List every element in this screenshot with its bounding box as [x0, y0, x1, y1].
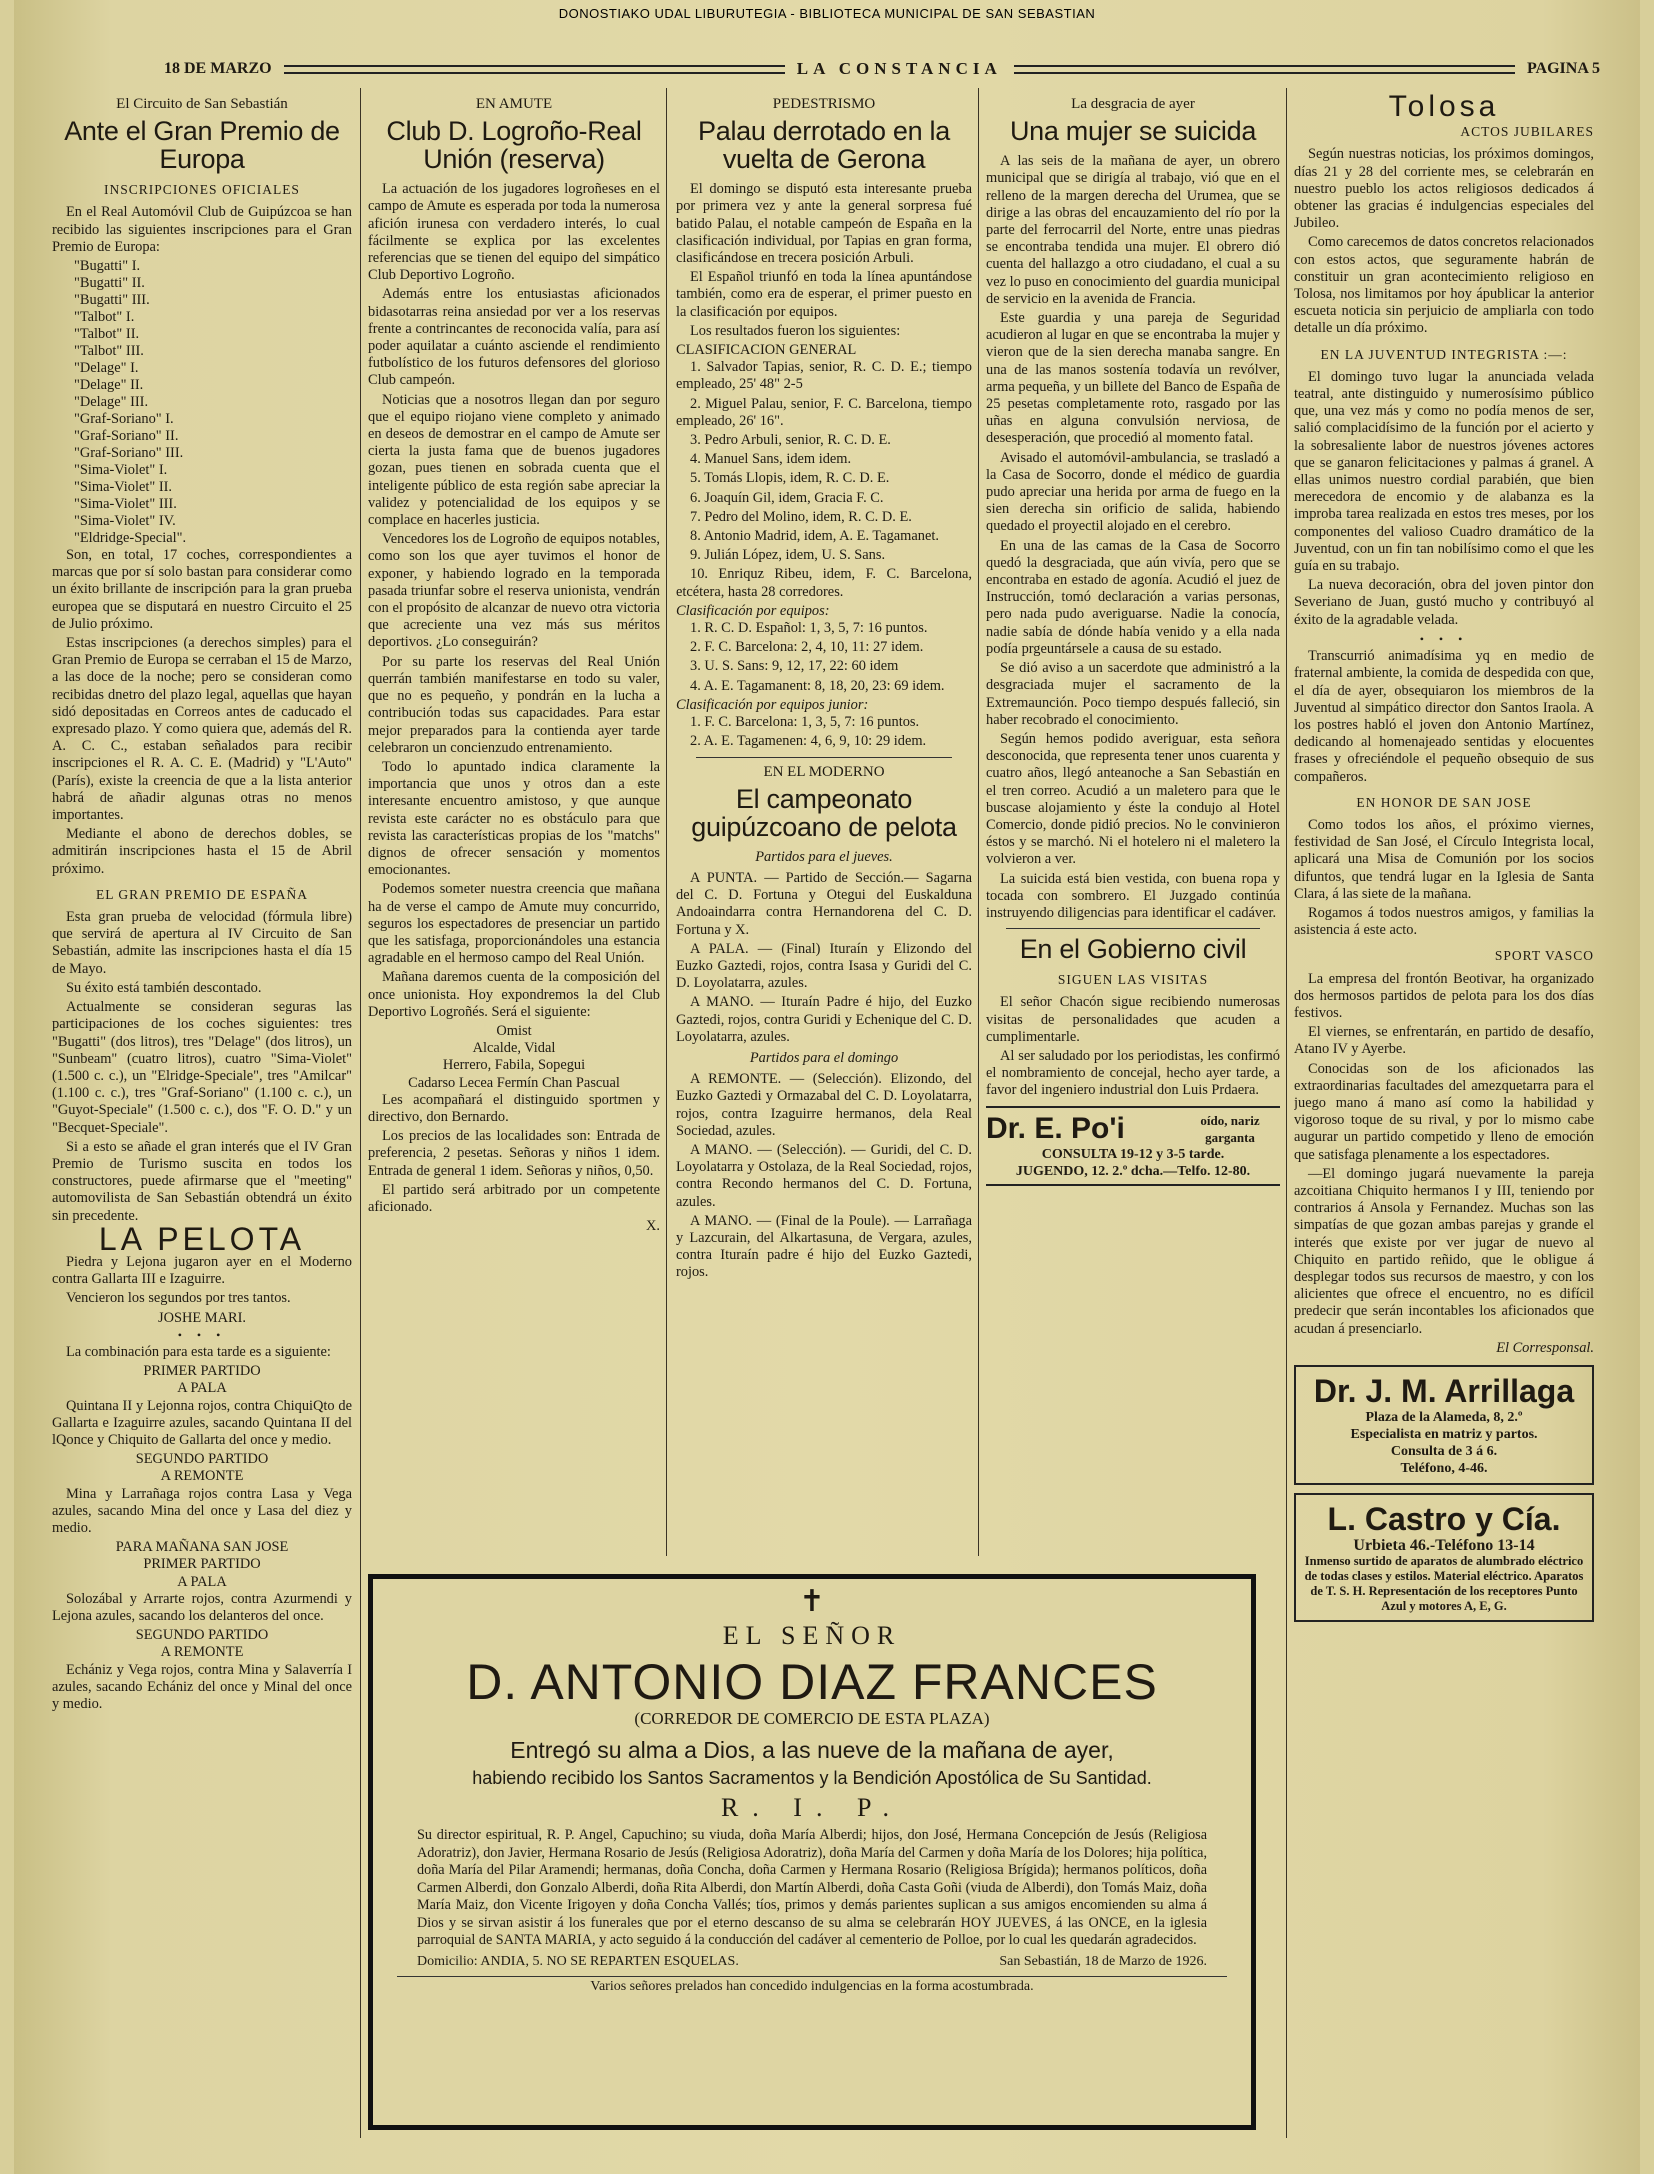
paragraph: El domingo se disputó esta interesante prueba por primera vez y ante la general sorpresa fué batido Palau, el notable campeón de España en la clasificación individual, por Tapias en gran forma, clasificándose en trecera posición Arbuli.: [676, 181, 972, 267]
masthead-rule-left: [284, 65, 785, 74]
paragraph: Al ser saludado por los periodistas, les confirmó el nombramiento de concejal, hecho ayer tarde, a favor del ingeniero industrial don Luis Prdaera.: [986, 1047, 1280, 1099]
ad-specialty: oído, nariz garganta: [1200, 1112, 1260, 1145]
list-item: "Sima-Violet" II.: [74, 479, 173, 496]
result-item: 4. A. E. Tagamanent: 8, 18, 20, 23: 69 idem.: [690, 677, 945, 694]
car-list: [52, 258, 352, 547]
ad-line: Teléfono, 4-46.: [1400, 1461, 1488, 1477]
article-headline: El campeonato guipúzcoano de pelota: [691, 783, 957, 842]
article-subhead: Partidos para el domingo: [749, 1049, 899, 1066]
paragraph: Rogamos á todos nuestros amigos, y familias la asistencia á este acto.: [1294, 904, 1594, 939]
paragraph: La combinación para esta tarde es a siguiente:: [66, 1343, 331, 1360]
byline: El Corresponsal.: [1496, 1339, 1594, 1356]
paragraph: Por su parte los reservas del Real Unión querrán también manifestarse en todo su valer, que no es pequeño, y pondrán en la lucha a contribución todas sus capacidades. Para estar mejor preparados para la contienda ayer tarde celebraron un concienzudo entrenamiento.: [368, 653, 660, 756]
ad-line: Consulta de 3 á 6.: [1390, 1444, 1498, 1460]
paragraph: Si a esto se añade el gran interés que el IV Gran Premio de Turismo suscita en todos los constructores, puede afirmarse que el "meeting" automovilista de San Sebastián obtendrá un éxito sin precedente.: [52, 1138, 352, 1224]
result-item: 10. Enriquz Ribeu, idem, F. C. Barcelona, etcétera, hasta 28 corredores.: [676, 566, 972, 600]
article-headline: Club D. Logroño-Real Unión (reserva): [386, 116, 642, 175]
paragraph: Esta gran prueba de velocidad (fórmula libre) que servirá de apertura al IV Circuito de San Sebastián, admite las inscripciones hasta el día 15 de Mayo.: [52, 909, 352, 977]
paragraph: Como carecemos de datos concretos relacionados con estos actos, que seguramente habrán de constituir un gran acontecimiento religioso en Tolosa, nos limitamos por hoy ápublicar la anterior escueta noticia sin perjuicio de ampliarla con todo detalle un día próximo.: [1294, 234, 1594, 337]
ad-line: Inmenso surtido de aparatos de alumbrado eléctrico de todas clases y estilos. Material eléctrico. Aparatos de T. S. H. Representación de los receptores Punto Azul y motores A, E, G.: [1304, 1554, 1584, 1614]
match-modality: A PALA: [177, 1573, 227, 1590]
paragraph: Como todos los años, el próximo viernes, festividad de San José, el Círculo Integrista local, aplicará una Misa de Comunión por los socios difuntos, que tendrá lugar en la Iglesia de Santa Clara, á las siete de la mañana.: [1294, 816, 1594, 902]
list-item: "Sima-Violet" III.: [74, 496, 177, 513]
paragraph: Avisado el automóvil-ambulancia, se trasladó a la Casa de Socorro, donde el médico de guardia pudo apreciar una herida por arma de fuego en la sien derecha sin orificio de salida, habiendo quedado el proyectil alojado en el cerebro.: [986, 449, 1280, 535]
article-kicker: EN AMUTE: [475, 96, 553, 112]
list-item: "Sima-Violet" IV.: [74, 513, 176, 530]
lineup-line: Omist: [496, 1022, 532, 1039]
match-heading: SEGUNDO PARTIDO: [135, 1627, 269, 1644]
paragraph: Quintana II y Lejonna rojos, contra ChiquiQto de Gallarta e Izaguirre azules, sacando Quintana II del lQonce y Chiquito de Gallarta del once y medio.: [52, 1397, 352, 1448]
paragraph: A PUNTA. — Partido de Sección.— Sagarna del C. D. Fortuna y Otegui del Euskalduna Andoaindarra contra Hernandorena del C. D. Fortuna y X.: [676, 869, 972, 938]
obituary-body: Su director espiritual, R. P. Angel, Capuchino; su viuda, doña María Alberdi; hijos, don José, Hermana Concepción de Jesús (Religiosa Adoratriz), don Javier, Hermana Rosario de Jesús (Religiosa Adoratriz), doña María del Carmen y doña María de los Dolores; hija política, doña María del Pilar Aramendi; hermanas, doña Concha, doña Carmen y Hermana Rosario (Religiosa Brígida); hermanos políticos, doña Carmen Alberdi, don Gonzalo Alberdi, doña Rita Alberdi, don Martín Alberdi, doña Casta Goñi (viuda de Alberdi), don Tomás Maiz, doña María Maiz, don Vicente Irigoyen y doña Concha Vallés; tíos, primos y demás parientes suplican a sus amigos encomienden su alma á Dios y se sirvan asistir á los funerales que por el eterno descanso de su alma se celebrarán HOY JUEVES, á las ONCE, en la iglesia parroquial de SANTA MARIA, y acto seguido á la conducción del cadáver al cementerio de Polloe, por lo cual les quedarán agradecidos.: [417, 1827, 1207, 1948]
obituary-title: EL SEÑOR: [722, 1621, 902, 1650]
article-headline: Una mujer se suicida: [1009, 116, 1257, 147]
paragraph: Según nuestras noticias, los próximos domingos, días 21 y 28 del corriente mes, se celebrarán en nuestro pueblo los actos religiosos dedicados á obtener las gracias é indulgencias especiales del Jubileo.: [1294, 146, 1594, 232]
obituary-line: habiendo recibido los Santos Sacramentos y la Bendición Apostólica de Su Santidad.: [472, 1768, 1152, 1788]
shop-advertisement: [1294, 1493, 1594, 1622]
lineup-line: Cadarso Lecea Fermín Chan Pascual: [408, 1074, 620, 1091]
article-subhead: Partidos para el jueves.: [755, 848, 893, 865]
result-item: 1. R. C. D. Español: 1, 3, 5, 7: 16 puntos.: [690, 620, 928, 637]
obituary-notice: [368, 1574, 1256, 2130]
result-item: 6. Joaquín Gil, idem, Gracia F. C.: [690, 489, 884, 506]
paragraph: Mina y Larrañaga rojos contra Lasa y Vega azules, sacando Mina del once y Lasa del diez y medio.: [52, 1485, 352, 1536]
paragraph: Podemos someter nuestra creencia que mañana ha de verse el campo de Amute muy concurrido, seguros los espectadores de presenciar un partido que les satisfaga, proporcionándoles una estancia agradable en el hermoso campo del Real Unión.: [368, 881, 660, 967]
paragraph: A PALA. — (Final) Ituraín y Elizondo del Euzko Gaztedi, rojos, contra Isasa y Guridi del C. D. Loyolatarra, azules.: [676, 940, 972, 992]
list-item: "Graf-Soriano" II.: [74, 428, 179, 445]
ad-name: Dr. J. M. Arrillaga: [1313, 1373, 1575, 1410]
result-item: 4. Manuel Sans, idem idem.: [690, 451, 852, 468]
paragraph: Echániz y Vega rojos, contra Mina y Salaverría I azules, sacando Echániz del once y Minal del once y medio.: [52, 1661, 352, 1713]
paragraph: La actuación de los jugadores logroñeses en el campo de Amute es esperada por toda la numerosa afición irunesa con verdadero interés, lo cual fácilmente se explica por las excelentes referencias que se tienen del equipo del simpático Club Deportivo Logroño.: [368, 181, 660, 284]
ad-line: Especialista en matriz y partos.: [1350, 1427, 1538, 1443]
result-item: 3. U. S. Sans: 9, 12, 17, 22: 60 idem: [690, 658, 899, 675]
match-heading: PRIMER PARTIDO: [143, 1556, 261, 1573]
column-rule: [978, 88, 979, 1556]
paragraph: En el Real Automóvil Club de Guipúzcoa se han recibido las siguientes inscripciones para el Gran Premio de Europa:: [52, 204, 352, 255]
paragraph: El domingo tuvo lugar la anunciada velada teatral, ante distinguido y numerosísimo público que, una vez más y como no podía menos de ser, salió complacidísimo de la función por el acierto y la sobresaliente labor de nuestros jóvenes actores que se ganaron felicitaciones y palmas á granel. A ellas unimos nuestro cordial parabién, que bien merecedora de encomio y de alabanza es la improba tarea realizada en estos tres meses, por los componentes del valioso Cuadro dramático de la Juventud, con un fin tan nobilísimo como el que les guía en su trabajo.: [1294, 368, 1594, 575]
deceased-role: (CORREDOR DE COMERCIO DE ESTA PLAZA): [634, 1709, 990, 1728]
obituary-date: San Sebastián, 18 de Marzo de 1926.: [999, 1953, 1207, 1969]
doctor-advertisement: [986, 1106, 1280, 1186]
separator: • • •: [177, 1327, 227, 1342]
obituary-line: Entregó su alma a Dios, a las nueve de la mañana de ayer,: [510, 1737, 1114, 1763]
column-news: [986, 92, 1280, 1562]
paragraph: A MANO. — (Final de la Poule). — Larrañaga y Lazcurain, del Alkartasuna, de Vergara, azules, contra Ituraín padre é hijo del Euzko Gaztedi, rojos.: [676, 1212, 972, 1281]
divider: [696, 757, 952, 758]
paragraph: La suicida está bien vestida, con buena ropa y tocada con sombrero. El Juzgado continúa instruyendo diligencias para identificar el cadáver.: [986, 870, 1280, 921]
paragraph: Piedra y Lejona jugaron ayer en el Moderno contra Gallarta III e Izaguirre.: [52, 1253, 352, 1288]
list-item: "Bugatti" II.: [74, 275, 145, 292]
result-item: 7. Pedro del Molino, idem, R. C. D. E.: [690, 508, 912, 525]
paragraph: El señor Chacón sigue recibiendo numerosas visitas de personalidades que acuden a cumplimentarle.: [986, 994, 1280, 1045]
paragraph: Son, en total, 17 coches, correspondientes a marcas que por sí solo bastan para considerar como un éxito brillante de inscripción para la gran prueba europea que se disputará en nuestro Circuito el 25 de Julio próximo.: [52, 547, 352, 632]
result-item: 3. Pedro Arbuli, senior, R. C. D. E.: [690, 432, 891, 449]
newspaper-page: [14, 0, 1640, 2174]
list-item: "Sima-Violet" I.: [74, 462, 168, 479]
list-item: "Delage" II.: [74, 377, 144, 394]
paragraph: Mañana daremos cuenta de la composición del once unionista. Hoy expondremos la del Club Deportivo Logroñés. Será el siguiente:: [368, 969, 660, 1020]
list-item: "Bugatti" I.: [74, 258, 141, 275]
obituary-indulgences: Varios señores prelados han concedido indulgencias en la forma acostumbrada.: [397, 1976, 1227, 1995]
archive-header: DONOSTIAKO UDAL LIBURUTEGIA - BIBLIOTECA MUNICIPAL DE SAN SEBASTIAN: [558, 6, 1096, 21]
obituary-address: Domicilio: ANDIA, 5. NO SE REPARTEN ESQUELAS.: [417, 1953, 739, 1969]
rip-text: R. I. P.: [720, 1793, 904, 1822]
article-subhead: INSCRIPCIONES OFICIALES: [104, 182, 300, 198]
list-item: "Talbot" I.: [74, 309, 135, 326]
article-headline: Ante el Gran Premio de Europa: [64, 116, 340, 175]
paragraph: Todo lo apuntado indica claramente la importancia que unos y otros dan a este interesante encuentro amistoso, y que aunque revista este carácter no es obstáculo para que revista las características propias de los "matchs" dignos de ofrecer sensación y momentos emocionantes.: [368, 758, 660, 879]
section-headline: LA PELOTA: [98, 1220, 306, 1257]
paragraph: El viernes, se enfrentarán, en partido de desafío, Atano IV y Ayerbe.: [1294, 1024, 1594, 1058]
byline: JOSHE MARI.: [158, 1309, 246, 1326]
masthead-rule-right: [1014, 65, 1515, 74]
list-item: "Talbot" III.: [74, 343, 144, 360]
lineup-line: Herrero, Fabila, Sopegui: [442, 1057, 586, 1074]
paragraph: Vencedores los de Logroño de equipos notables, como son los que ayer tuvimos el honor de exponer, y habiendo logrado en la temporada pasada triunfar sobre el reserva unionista, vendrán con el propósito de alcanzar de nuevo otra victoria que acreciente una vez más sus méritos deportivos. ¿Lo conseguirán?: [368, 531, 660, 651]
article-headline: En el Gobierno civil: [1019, 934, 1247, 965]
list-item: "Bugatti" III.: [74, 292, 150, 309]
match-modality: A REMONTE: [160, 1468, 244, 1485]
ad-line: Plaza de la Alameda, 8, 2.º: [1365, 1410, 1523, 1426]
paragraph: Los resultados fueron los siguientes:: [690, 322, 901, 339]
paragraph: Actualmente se consideran seguras las participaciones de los coches siguientes: tres "Bugatti" (dos litros), tres "Delage" (dos litros), un "Sunbeam" (cuatro litros), cuatro "Sima-Violet" (1.500 c. c.), un "Elridge-Speciale", tres "Amilcar" (1.100 c. c.), tres "Graf-Soriano" (1.100 c. c.), un "Guyot-Speciale" (1.500 c. c.), dos "F. O. D." y un "Becquet-Speciale".: [52, 999, 352, 1136]
paragraph: La nueva decoración, obra del joven pintor don Severiano de Juan, gustó mucho y contribuyó al éxito de la agradable velada.: [1294, 577, 1594, 628]
article-kicker: EN EL MODERNO: [763, 763, 885, 780]
ad-hours: CONSULTA 19-12 y 3-5 tarde.: [1041, 1146, 1225, 1162]
article-subhead: EN HONOR DE SAN JOSE: [1356, 794, 1532, 810]
separator: • • •: [1419, 631, 1469, 646]
column-motor-pelota: [52, 92, 352, 2162]
column-tolosa: [1294, 92, 1594, 2152]
paragraph: A REMONTE. — (Selección). Elizondo, del Euzko Gaztedi y Ormazabal del C. D. Loyolatarra, rojos, contra Izaguirre hermanos, dela Real Sociedad, azules.: [676, 1071, 972, 1139]
paragraph: Los precios de las localidades son: Entrada de preferencia, 2 pesetas. Señoras y niños 1 idem. Entrada de general 1 idem. Señoras y niños, 0,50.: [368, 1128, 660, 1179]
article-subhead: SPORT VASCO: [1494, 948, 1594, 964]
list-item: "Eldridge-Special".: [74, 530, 187, 547]
column-rule: [360, 88, 361, 2138]
list-item: "Talbot" II.: [74, 326, 140, 343]
result-item: 9. Julián López, idem, U. S. Sans.: [690, 547, 886, 564]
article-subhead: CLASIFICACION GENERAL: [676, 342, 857, 359]
paragraph: En una de las camas de la Casa de Socorro quedó la desgraciada, que aún vivía, pero que se encontraba en estado de agonía. Acudió el juez de Instrucción, tomó declaración a varias personas, pero nada pudo averiguarse. Nadie la conocía, nadie sabía de dónde había venido y a ella nada podía prgeuntársele a causa de su estado.: [986, 537, 1280, 657]
cross-icon: ✝: [799, 1585, 825, 1618]
match-heading: PRIMER PARTIDO: [143, 1363, 261, 1380]
list-item: "Graf-Soriano" III.: [74, 445, 184, 462]
paragraph: Su éxito está también descontado.: [66, 979, 262, 996]
paragraph: A MANO. — (Selección). — Guridi, del C. D. Loyolatarra y Ostolaza, de la Real Sociedad, rojos, contra Recondo hermanos del C. D. Fortuna, azules.: [676, 1141, 972, 1210]
paragraph: Este guardia y una pareja de Seguridad acudieron al lugar en que se encontraba la mujer y vieron que de la sien derecha manaba sangre. En una de las manos sostenía todavía un revólver, arma pequeña, y un billete del Banco de España de 25 pesetas completamente roto, rasgado por las uñas en alguna convulsión nerviosa, de desesperación, que procedió al momento fatal.: [986, 310, 1280, 447]
byline: X.: [646, 1218, 660, 1235]
article-kicker: PEDESTRISMO: [772, 96, 876, 112]
ad-name: L. Castro y Cía.: [1327, 1501, 1561, 1538]
article-kicker: El Circuito de San Sebastián: [116, 96, 288, 112]
paragraph: La empresa del frontón Beotivar, ha organizado dos hermosos partidos de pelota para los dos días festivos.: [1294, 970, 1594, 1021]
result-item: 2. A. E. Tagamenen: 4, 6, 9, 10: 29 idem.: [690, 733, 927, 750]
divider: [1006, 928, 1260, 929]
result-item: 1. F. C. Barcelona: 1, 3, 5, 7: 16 puntos.: [690, 714, 920, 731]
paragraph: Vencieron los segundos por tres tantos.: [66, 1290, 291, 1307]
paragraph: Transcurrió animadísima yq en medio de fraternal ambiente, la comida de despedida con que, el día de ayer, obsequiaron los miembros de la Juventud al simpático director don Santos Iraola. A los postres habló el joven don Antonio Martínez, dedicando al homenajeado sentidas y elocuentes frases y ofreciéndole el pequeño obsequio de sus compañeros.: [1294, 648, 1594, 785]
paragraph: El partido será arbitrado por un competente aficionado.: [368, 1181, 660, 1215]
column-rule: [666, 88, 667, 1556]
match-modality: A REMONTE: [160, 1644, 244, 1661]
article-subhead: Clasificación por equipos:: [676, 602, 830, 619]
paragraph: —El domingo jugará nuevamente la pareja azcoitiana Chiquito hermanos I y III, teniendo por contrarios á Ansola y Fernandez. Muchas son las simpatías de que gozan ambas parejas y grande el interés que existe por ver jugar de nuevo al Chiquito en partido reñido, que le obligue á desplegar todos sus recursos de maestro, y con los alicientes que ofrece el encuentro, no es difícil predecir que serán incontables los aficionados que acudan á presenciarlo.: [1294, 1165, 1594, 1337]
lineup-line: Alcalde, Vidal: [472, 1040, 556, 1057]
paragraph: Mediante el abono de derechos dobles, se admitirán inscripciones hasta el 15 de Abril próximo.: [52, 826, 352, 877]
column-rule: [1286, 88, 1287, 2138]
masthead: [164, 58, 1600, 80]
article-subhead: Clasificación por equipos junior:: [676, 696, 869, 713]
paragraph: Les acompañará el distinguido sportmen y directivo, don Bernardo.: [368, 1091, 660, 1125]
masthead-page: PAGINA 5: [1526, 60, 1601, 77]
doctor-advertisement: [1294, 1365, 1594, 1485]
paragraph: A MANO. — Ituraín Padre é hijo, del Euzko Gaztedi, rojos, contra Guridi y Echenique del C. D. Loyolatarra, azules.: [676, 994, 972, 1045]
obituary-footer: [417, 1954, 1207, 1970]
match-heading: SEGUNDO PARTIDO: [135, 1451, 269, 1468]
masthead-paper-name: LA CONSTANCIA: [796, 59, 1002, 78]
result-item: 2. F. C. Barcelona: 2, 4, 10, 11: 27 idem.: [690, 639, 924, 656]
match-modality: A PALA: [177, 1380, 227, 1397]
list-item: "Graf-Soriano" I.: [74, 411, 174, 428]
paragraph: Noticias que a nosotros llegan dan por seguro que el equipo riojano viene completo y animado en deseos de demostrar en el campo de Amute ser cierta la justa fama que de buenos jugadores gozan, pues tienen en sobrada cuenta que el inteligente público de esta región sabe apreciar la validez y potencialidad de los equipos y se complace en hacerles justicia.: [368, 391, 660, 529]
match-heading: PARA MAÑANA SAN JOSE: [115, 1539, 289, 1556]
article-kicker: La desgracia de ayer: [1071, 96, 1195, 112]
article-headline: Tolosa: [1388, 92, 1500, 123]
ad-address: JUGENDO, 12. 2.º dcha.—Telfo. 12-80.: [1015, 1163, 1251, 1179]
ad-line: Urbieta 46.-Teléfono 13-14: [1353, 1537, 1535, 1555]
article-headline: Palau derrotado en la vuelta de Gerona: [698, 116, 950, 175]
article-subhead: ACTOS JUBILARES: [1460, 124, 1594, 140]
article-subhead: SIGUEN LAS VISITAS: [1057, 972, 1209, 988]
paragraph: Conocidas son de los aficionados las extraordinarias facultades del amezquetarra para el juego mano á mano así como la habilidad y vigoroso toque de su rival, y por lo mismo cabe augurar un partido competido y lleno de emoción que satisfaga plenamente a los espectadores.: [1294, 1060, 1594, 1163]
masthead-date: 18 DE MARZO: [164, 60, 272, 77]
column-football: [368, 92, 660, 1562]
article-subhead: EL GRAN PREMIO DE ESPAÑA: [95, 886, 309, 902]
paragraph: Estas inscripciones (a derechos simples) para el Gran Premio de Europa se cerraban el 15 de Marzo, a las doce de la noche; pero se consideran como recibidas dnetro del plazo legal, aquellas que hayan sidó depositadas en Correos antes de caducado el expresado plazo. Y como quiera que, además del R. A. C. C., estaban señalados para recibir inscripciones el R. A. C. E. (Madrid) y "L'Auto" (París), existe la creencia de que a la lista anterior habrá de añadir algunas otras no menos importantes.: [52, 635, 352, 824]
deceased-name: D. ANTONIO DIAZ FRANCES: [466, 1654, 1158, 1710]
paragraph: Solozábal y Arrarte rojos, contra Azurmendi y Lejona azules, sacando los delanteros del once.: [52, 1590, 352, 1624]
paragraph: Se dió aviso a un sacerdote que administró a la desgraciada mujer el sacramento de la Extremaunción. Poco tiempo después falleció, sin haber recobrado el conocimiento.: [986, 660, 1280, 728]
column-athletics: [676, 92, 972, 1562]
result-item: 5. Tomás Llopis, idem, R. C. D. E.: [690, 470, 890, 487]
list-item: "Delage" III.: [74, 394, 149, 411]
list-item: "Delage" I.: [74, 360, 139, 377]
article-subhead: EN LA JUVENTUD INTEGRISTA :—:: [1320, 346, 1568, 362]
ad-name: Dr. E. Po'i: [986, 1112, 1125, 1146]
result-item: 8. Antonio Madrid, idem, A. E. Tagamanet.: [690, 528, 939, 545]
paragraph: A las seis de la mañana de ayer, un obrero municipal que se dirigía al trabajo, vió que en el relleno de la margen derecha del Urumea, que se dirige a las obras del encauzamiento del río por la parte del ferrocarril del Norte, entre unas piedras se encontraba tendida una mujer. El obrero dió cuenta del hallazgo a otro ciudadano, el cual a su vez lo puso en conocimiento del guardia municipal de servicio en la avenida de Francia.: [986, 153, 1280, 307]
result-item: 2. Miguel Palau, senior, F. C. Barcelona, tiempo empleado, 26' 16".: [676, 395, 972, 429]
paragraph: Según hemos podido averiguar, esta señora desconocida, que representa tener unos cuarenta y cuatro años, llegó anteanoche a San Sebastián en el tren correo. Acudió a un maletero para que le buscase alojamiento y éste la condujo al Hotel Comercio, donde pidió precios. No le convinieron éstos y se marchó. Ni el hotelero ni el maletero la volvieron a ver.: [986, 730, 1280, 868]
result-item: 1. Salvador Tapias, senior, R. C. D. E.; tiempo empleado, 25' 48" 2-5: [676, 359, 972, 393]
paragraph: Además entre los entusiastas aficionados bidasotarras reina ansiedad por ver a los reservas frente a contrincantes de reconocida valía, para así poder aquilatar a cuánto asciende el rendimiento futbolístico de los futuros defensores del glorioso Club campeón.: [368, 286, 660, 389]
paragraph: El Español triunfó en toda la línea apuntándose también, como era de esperar, el primer puesto en la clasificación por equipos.: [676, 269, 972, 320]
